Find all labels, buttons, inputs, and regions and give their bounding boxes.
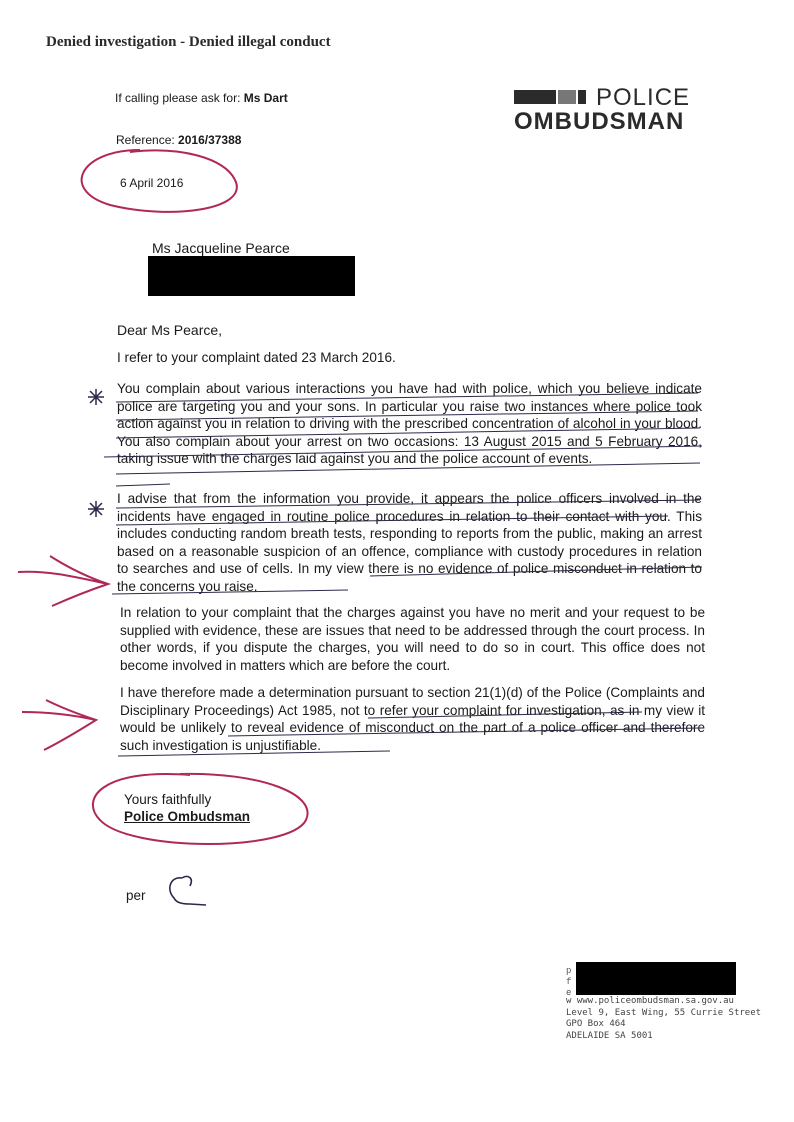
logo-bars-icon xyxy=(514,90,592,106)
contact-web: w www.policeombudsman.sa.gov.au xyxy=(566,996,734,1006)
calling-name: Ms Dart xyxy=(243,91,288,105)
arrow-1-annotation xyxy=(18,556,108,606)
calling-label: If calling please ask for: xyxy=(115,91,241,105)
reference-value: 2016/37388 xyxy=(178,133,242,147)
closing-block xyxy=(124,791,250,825)
paragraph-court: In relation to your complaint that the charges against you have no merit and your request to be supplied with evidence, these are issues that need to be addressed through the court process. In other words, if you dispute the charges, you will need to do so in court. This office does not become involved in matters which are before the court. xyxy=(120,605,705,673)
recipient-name: Ms Jacqueline Pearce xyxy=(152,240,290,256)
contact-address-line3: ADELAIDE SA 5001 xyxy=(566,1030,653,1041)
arrow-2-annotation xyxy=(22,700,96,750)
redacted-contact-details xyxy=(576,962,736,995)
contact-letter-f: f xyxy=(566,977,572,987)
reference-label: Reference: xyxy=(116,133,175,147)
per-label: per xyxy=(126,888,146,903)
contact-address-line2: GPO Box 464 xyxy=(566,1019,626,1029)
police-ombudsman-logo xyxy=(514,84,704,144)
paragraph-reference: I refer to your complaint dated 23 March 2016. xyxy=(117,350,396,365)
paragraph-determination: I have therefore made a determination pursuant to section 21(1)(d) of the Police (Complaints and Disciplinary Proceedings) Act 1985, not to refer your complaint for investigation, as in my view it would be unlikely to reveal evidence of misconduct on the part of a police officer and therefore such investigation is unjustifiable. xyxy=(120,685,705,753)
paragraph-complaint: You complain about various interactions you have had with police, which you believe indicate police are targeting you and your sons. In particular you raise two instances where police took action against you in relation to driving with the prescribed concentration of alcohol in your blood. You also complain about your arrest on two occasions: 13 August 2015 and 5 February 2016, taking issue with the charges laid against you and the police account of events. xyxy=(117,381,702,466)
contact-address xyxy=(566,996,761,1042)
logo-line1: POLICE xyxy=(596,84,691,111)
calling-line xyxy=(115,91,288,105)
letter-date: 6 April 2016 xyxy=(120,176,184,190)
signature-mark xyxy=(170,876,206,905)
contact-letter-e: e xyxy=(566,988,572,998)
logo-line2: OMBUDSMAN xyxy=(514,108,685,135)
redacted-address-block xyxy=(148,256,355,296)
salutation: Dear Ms Pearce, xyxy=(117,322,223,338)
paragraph-advice: I advise that from the information you provide, it appears the police officers involved in the incidents have engaged in routine police procedures in relation to their contact with you. This includes conducting random breath tests, responding to reports from the public, making an arrest based on a reasonable suspicion of an offence, compliance with custody procedures in relation to searches and use of cells. In my view there is no evidence of police misconduct in relation to the concerns you raise. xyxy=(117,491,702,594)
closing-phrase: Yours faithfully xyxy=(124,792,212,807)
contact-letter-p: p xyxy=(566,966,572,976)
header-note: Denied investigation - Denied illegal conduct xyxy=(46,34,331,50)
reference-line xyxy=(116,133,241,147)
asterisk-1-icon xyxy=(88,389,104,405)
asterisk-2-icon xyxy=(88,501,104,517)
closing-organisation: Police Ombudsman xyxy=(124,809,251,824)
contact-address-line1: Level 9, East Wing, 55 Currie Street xyxy=(566,1007,762,1018)
contact-letters xyxy=(566,966,571,999)
